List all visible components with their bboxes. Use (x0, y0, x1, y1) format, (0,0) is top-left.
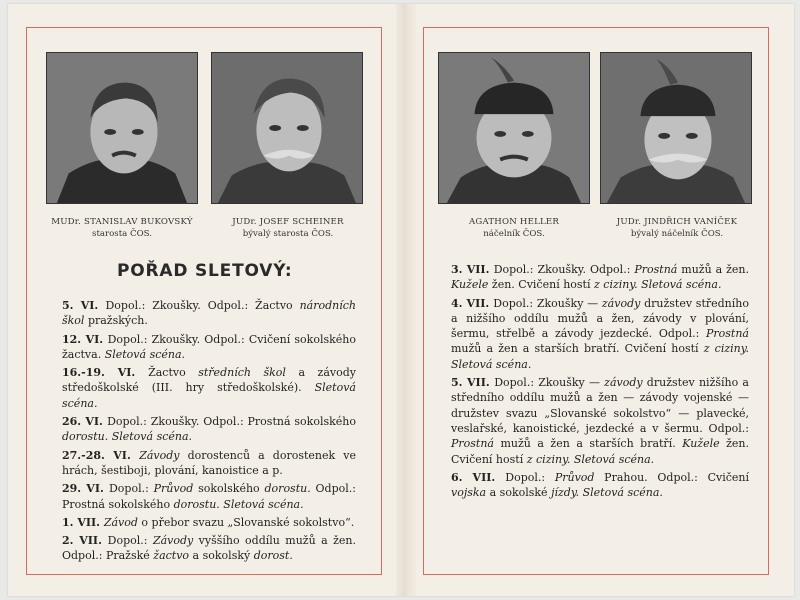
schedule-text: pražských. (84, 314, 148, 328)
schedule-text: Prahou. Odpol.: Cvičení (594, 470, 749, 484)
schedule-text: a závody středoškolské (III. hry středoškolské). (62, 366, 356, 395)
portrait-vanicek (600, 52, 752, 204)
caption-heller (419, 216, 609, 240)
schedule-entry (451, 470, 749, 501)
portrait-heller-photo (439, 53, 589, 203)
portrait-bukovsky-photo (47, 53, 197, 203)
schedule-text: Průvod (153, 482, 194, 496)
schedule-text: družstev středního a nižšího oddílu mužů a žen, závody v plování, šermu, střelbě a závody jezdecké. Odpol.: (451, 296, 749, 341)
portrait-bukovsky (46, 52, 198, 204)
schedule-entry (62, 365, 356, 411)
caption-vanicek (582, 216, 772, 240)
schedule-entry (62, 448, 356, 479)
schedule-date: 29. VI. (62, 482, 109, 496)
schedule-entry (62, 414, 356, 445)
portrait-scheiner-photo (212, 53, 362, 203)
schedule-entry (451, 375, 749, 467)
schedule-text: dorostenců a dorostenek ve hrách, šestiboji, plování, kanoistice a p. (62, 448, 356, 477)
schedule-entry (62, 298, 356, 329)
program-title: POŘAD SLETOVÝ: (117, 261, 293, 281)
schedule-text: žen. Cvičení hostí (488, 278, 594, 292)
portrait-role: bývalý starosta ČOS. (242, 229, 334, 239)
schedule-entry (451, 296, 749, 372)
schedule-text: Dopol.: Zkoušky. Odpol.: (493, 263, 635, 276)
center-fold (396, 4, 416, 596)
schedule-text: dorostu. Sletová scéna. (62, 430, 193, 444)
schedule-date: 2. VII. (62, 534, 108, 548)
schedule-text: závody (601, 296, 641, 310)
schedule-entry (62, 481, 356, 512)
schedule-text: z ciziny. Sletová scéna. (526, 452, 655, 466)
portrait-name: JUDr. JOSEF SCHEINER (232, 217, 344, 227)
schedule-text: závody (604, 376, 643, 390)
schedule-text: jízdy. Sletová scéna. (551, 486, 663, 500)
schedule-text: Prostná (634, 263, 678, 276)
schedule-text: Dopol.: (107, 534, 153, 548)
portrait-name: MUDr. STANISLAV BUKOVSKÝ (51, 217, 193, 227)
schedule-text: o přebor svazu „Slovanské sokolstvo“. (137, 515, 355, 529)
schedule-text: a sokolské (486, 486, 552, 500)
portrait-role: bývalý náčelník ČOS. (630, 229, 724, 239)
schedule-text: Žactvo (148, 366, 199, 380)
schedule-text: Dopol.: (108, 482, 154, 496)
schedule-text: sokolského (193, 482, 265, 496)
schedule-text: Dopol.: Zkoušky. Odpol.: Žactvo (105, 299, 300, 312)
schedule-text: žen. Cvičení hostí (451, 437, 750, 466)
schedule-text: Dopol.: Zkoušky — (493, 296, 602, 310)
schedule-date: 12. VI. (62, 332, 108, 346)
schedule-text: žactvo (153, 549, 190, 563)
schedule-text: Dopol.: (505, 470, 555, 484)
schedule-date: 6. VII. (451, 470, 506, 484)
schedule-entry (451, 262, 749, 293)
schedule-text: Odpol.: Prostná sokolského (62, 482, 356, 511)
schedule-text: a sokolský (189, 549, 254, 563)
schedule-date: 3. VII. (451, 263, 494, 276)
schedule-date: 5. VII. (451, 376, 495, 390)
schedule-text: mužů a žen a starších bratří. Cvičení hostí (451, 342, 704, 356)
schedule-text: Kužele (451, 278, 489, 292)
schedule-text: vojska (451, 486, 487, 500)
schedule-text: z ciziny. Sletová scéna. (594, 278, 722, 292)
schedule-text: mužů a žen. (677, 263, 749, 276)
portrait-role: starosta ČOS. (92, 229, 152, 239)
schedule-date: 26. VI. (62, 415, 108, 429)
schedule-text: Kužele (682, 437, 720, 451)
schedule-text: Závod (103, 515, 138, 529)
schedule-left (62, 298, 356, 567)
schedule-text: Sletová scéna. (62, 381, 356, 410)
schedule-text: družstev nižšího a středního oddílu mužů a žen — závody vojenské — družstev svazu „Slovanské sokolstvo“ — plavecké, veslařské, kanoistické, jezdecké a v šermu. Odpol.: (451, 376, 749, 435)
portrait-vanicek-photo (601, 53, 751, 203)
schedule-date: 27.-28. VI. (62, 448, 140, 462)
schedule-right (451, 262, 749, 503)
schedule-text: Závody (139, 448, 180, 462)
schedule-text: Závody (152, 534, 194, 548)
schedule-date: 16.-19. VI. (62, 366, 149, 380)
caption-scheiner (193, 216, 383, 240)
schedule-text: národních škol (62, 299, 357, 328)
schedule-text: vyššího oddílu mužů a žen. Odpol.: Pražské (62, 534, 356, 563)
schedule-text: Dopol.: Zkoušky. Odpol.: Cvičení sokolského žactva. (62, 332, 357, 361)
portrait-scheiner (211, 52, 363, 204)
schedule-text: Dopol.: Zkoušky — (494, 376, 605, 390)
schedule-entry (62, 533, 356, 564)
portrait-name: AGATHON HELLER (468, 217, 560, 227)
right-page (423, 27, 769, 575)
schedule-date: 4. VII. (451, 296, 494, 310)
schedule-text: Sletová scéna. (104, 347, 186, 361)
schedule-date: 1. VII. (62, 515, 104, 529)
schedule-entry (62, 332, 356, 363)
portrait-role: náčelník ČOS. (483, 229, 545, 239)
schedule-text: mužů a žen a starších bratří. (494, 437, 683, 451)
portrait-name: JUDr. JINDŘICH VANÍČEK (616, 217, 738, 227)
schedule-text: Prostná (451, 437, 494, 451)
portrait-heller (438, 52, 590, 204)
schedule-text: Dopol.: Zkoušky. Odpol.: Prostná sokolského (107, 415, 356, 429)
caption-bukovsky (27, 216, 217, 240)
schedule-text: Průvod (554, 470, 595, 484)
schedule-date: 5. VI. (62, 299, 106, 312)
schedule-text: z ciziny. Sletová scéna. (451, 342, 749, 371)
schedule-entry (62, 515, 356, 530)
schedule-text: dorostu. Sletová scéna. (173, 497, 304, 511)
left-page (26, 27, 382, 575)
schedule-text: dorostu. (264, 482, 311, 496)
schedule-text: středních škol (198, 366, 286, 380)
schedule-text: dorost. (253, 549, 293, 563)
schedule-text: Prostná (706, 327, 749, 341)
